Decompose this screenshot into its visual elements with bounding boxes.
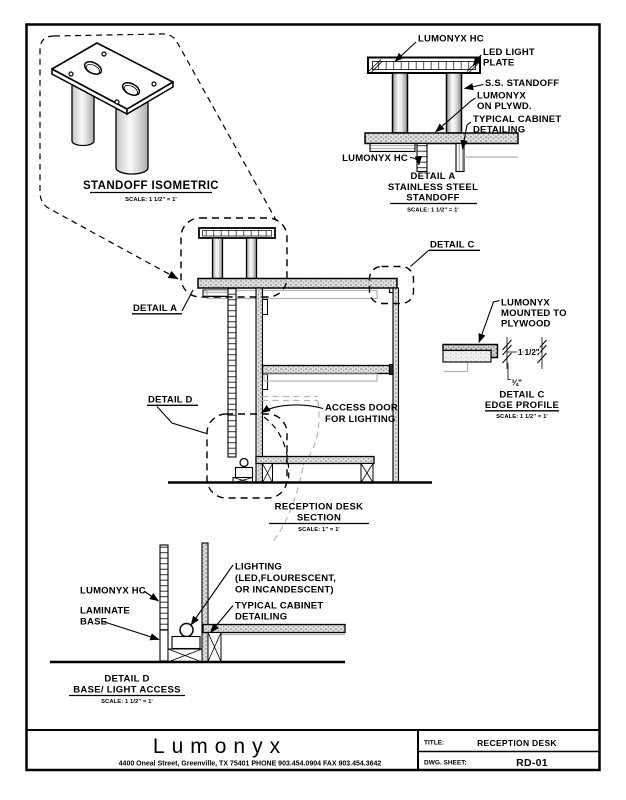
cabinet-blocking [370, 144, 415, 152]
isometric-title: STANDOFF ISOMETRIC [82, 180, 220, 192]
label-cabinet-d-2: DETAILING [235, 611, 288, 623]
label-lumonyx-hc-top: LUMONYX HC [418, 33, 484, 45]
detail-a-drawing [342, 34, 561, 214]
label-lumonyx-hc-d: LUMONYX HC [80, 585, 146, 597]
section-title-1: RECEPTION DESK [274, 501, 364, 513]
desk-back-wall [393, 288, 399, 482]
lower-counter [256, 457, 374, 464]
label-ss-standoff: S.S. STANDOFF [485, 78, 560, 89]
counter-d [203, 625, 345, 633]
callout-label-detail-a: DETAIL A [133, 303, 178, 314]
label-lumonyx-mounted-3: PLYWOOD [501, 318, 551, 330]
laminate-base-piece [160, 630, 168, 661]
label-access-door-2: FOR LIGHTING [325, 414, 396, 425]
standoff-column-right [447, 73, 462, 133]
door-swing-arc-hidden [303, 401, 319, 465]
label-lighting-1: LIGHTING [235, 561, 282, 573]
section-scale: SCALE: 1" = 1' [298, 527, 340, 533]
label-lumonyx-mounted-1: LUMONYX [501, 297, 550, 309]
cleat-upper [263, 300, 268, 315]
detail-c-title-1: DETAIL C [499, 389, 545, 401]
detail-a-title-2: STAINLESS STEEL [387, 182, 479, 193]
label-laminate-1: LAMINATE [80, 605, 130, 617]
hidden-edge-line [444, 363, 468, 372]
label-lumonyx-mounted-2: MOUNTED TO [501, 308, 567, 319]
label-led-light-1: LED LIGHT [483, 47, 535, 58]
callout-label-detail-c: DETAIL C [430, 239, 475, 251]
plywood-layer [443, 351, 491, 363]
counter-support-d [208, 633, 221, 662]
label-cabinet-1: TYPICAL CABINET [473, 114, 562, 125]
section-led-strip [203, 231, 272, 237]
mid-shelf [263, 366, 390, 374]
dim-width-text: 1 1/2" [518, 348, 540, 357]
lumonyx-hc-front-panel [228, 288, 236, 457]
led-strip [373, 62, 476, 70]
detail-a-scale: SCALE: 1 1/2" = 1' [407, 207, 459, 214]
detail-d-scale: SCALE: 1 1/2" = 1' [101, 699, 153, 705]
dimension-width [503, 337, 547, 369]
company-address: 4400 Oneal Street, Greenville, TX 75401 PHONE 903.454.0904 FAX 903.454.3642 [118, 760, 382, 768]
company-logo-text: Lumonyx [152, 735, 288, 758]
sheet-number: RD-01 [516, 757, 548, 769]
dim-depth-text: ¾" [511, 378, 522, 388]
section-column-right [247, 238, 257, 279]
label-lumonyx-hc-bottom: LUMONYX HC [342, 153, 408, 164]
section-title-2: SECTION [296, 512, 342, 524]
detail-d-title-2: BASE/ LIGHT ACCESS [73, 684, 181, 696]
dimension-depth [508, 363, 522, 388]
desk-wall [256, 288, 263, 482]
light-box [236, 468, 253, 478]
cleat-lower [263, 375, 268, 390]
counter-support-left [263, 464, 273, 483]
callout-label-detail-d: DETAIL D [148, 394, 193, 406]
label-led-light-2: PLATE [483, 57, 515, 69]
section-column-left [213, 238, 223, 279]
label-lighting-2: (LED,FLOURESCENT, [235, 573, 337, 584]
lumonyx-hc-panel-d [160, 545, 168, 630]
title-label: TITLE: [424, 739, 445, 747]
detail-c-title-2: EDGE PROFILE [484, 400, 560, 411]
detail-d-drawing [50, 543, 345, 705]
detail-c-drawing [443, 298, 567, 421]
hidden-shelf-apron [264, 374, 377, 381]
standoff-column-left [393, 73, 408, 133]
detail-d-title-1: DETAIL D [104, 673, 150, 685]
detail-a-title-1: DETAIL A [410, 171, 456, 182]
light-fixture [240, 459, 248, 467]
sheet-label: DWG. SHEET: [424, 759, 467, 767]
detail-a-title-3: STANDOFF [406, 192, 460, 204]
label-cabinet-2: DETAILING [473, 124, 526, 136]
drawing-title: RECEPTION DESK [477, 738, 557, 748]
lumonyx-hc-panel [417, 144, 427, 172]
counter-support-right [361, 464, 373, 483]
label-lumonyx-plywd-1: LUMONYX [477, 90, 526, 102]
detail-c-scale: SCALE: 1 1/2" = 1' [496, 414, 548, 420]
isometric-scale: SCALE: 1 1/2" = 1' [125, 197, 177, 203]
standoff-isometric-view [40, 34, 276, 279]
reception-desk-section [132, 218, 480, 544]
label-access-door-1: ACCESS DOOR [325, 402, 398, 414]
label-laminate-2: BASE [80, 616, 108, 628]
light-fixture-d [180, 624, 193, 637]
base-support-d [168, 649, 202, 662]
light-box-d [172, 637, 200, 649]
label-lighting-3: OR INCANDESCENT) [235, 584, 334, 596]
desk-top [198, 279, 397, 289]
title-block [26, 730, 600, 770]
label-lumonyx-plywd-2: ON PLYWD. [477, 101, 532, 112]
label-cabinet-d-1: TYPICAL CABINET [235, 600, 324, 612]
